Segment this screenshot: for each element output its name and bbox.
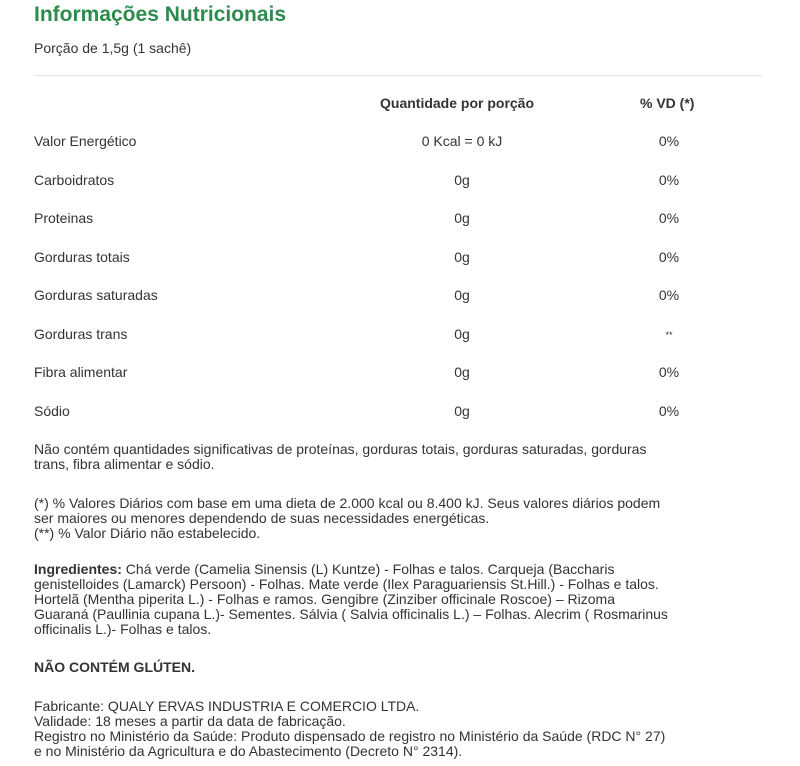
vd-note: (*) % Valores Diários com base em uma dieta de 2.000 kcal ou 8.400 kJ. Seus valores diários podem ser maiores ou menores dependendo de suas necessidades energéticas. (**) % Valor Diário não estabelecido. xyxy=(34,496,764,541)
divider xyxy=(34,75,762,76)
row-quantity: 0g xyxy=(454,249,470,265)
gluten-notice: NÃO CONTÉM GLÚTEN. xyxy=(34,659,195,675)
row-label: Valor Energético xyxy=(34,133,137,149)
portion-size: Porção de 1,5g (1 sachê) xyxy=(34,40,192,56)
row-label: Fibra alimentar xyxy=(34,364,128,380)
row-label: Gorduras trans xyxy=(34,326,128,342)
table-row-sodium xyxy=(0,403,800,423)
no-significant-note: Não contém quantidades significativas de proteínas, gorduras totais, gorduras saturadas, gorduras trans, fibra alimentar e sódio. xyxy=(34,441,647,472)
ingredients: Ingredientes: Chá verde (Camelia Sinensis (L) Kuntze) - Folhas e talos. Carqueja (Baccharis genistelloides (Lamarck) Persoon) - Folhas. Mate verde (Ilex Paraguariensis St.Hill.) - Folhas e talos. Hortelã (Mentha piperita L.) - Folhas e ramos. Gengibre (Zinziber officinale Roscoe) – Rizoma Guaraná (Paullinia cupana L.)- Sementes. Sálvia ( Salvia officinalis L.) – Folhas. Alecrim ( Rosmarinus officinalis L.)- Folhas e talos. xyxy=(34,561,668,637)
row-quantity: 0g xyxy=(454,364,470,380)
header-vd: % VD (*) xyxy=(640,95,695,111)
row-vd: ** xyxy=(665,330,673,340)
row-vd: 0% xyxy=(658,364,680,380)
page-title: Informações Nutricionais xyxy=(34,3,287,26)
table-row-energy xyxy=(0,133,800,153)
row-quantity: 0g xyxy=(454,210,470,226)
row-vd: 0% xyxy=(658,249,680,265)
header-quantity: Quantidade por porção xyxy=(380,95,535,111)
row-vd: 0% xyxy=(658,403,680,419)
row-quantity: 0g xyxy=(454,287,470,303)
table-row-carbs xyxy=(0,172,800,192)
row-vd: 0% xyxy=(658,210,680,226)
ingredients-label: Ingredientes: xyxy=(34,561,122,577)
manufacturer-info: Fabricante: QUALY ERVAS INDUSTRIA E COMERCIO LTDA. Validade: 18 meses a partir da data de fabricação. Registro no Ministério da Saúde: Produto dispensado de registro no Ministério da Saúde (RDC N° 27) e no Ministério da Agricultura e do Abastecimento (Decreto N° 2314). xyxy=(34,698,666,759)
vd-not-established: (**) % Valor Diário não estabelecido. xyxy=(34,525,261,541)
row-quantity: 0g xyxy=(454,326,470,342)
row-label: Gorduras totais xyxy=(34,249,130,265)
table-row-trans-fat xyxy=(0,326,800,346)
row-label: Gorduras saturadas xyxy=(34,287,158,303)
row-vd: 0% xyxy=(658,287,680,303)
row-vd: 0% xyxy=(658,133,680,149)
row-quantity: 0g xyxy=(454,172,470,188)
table-row-proteins xyxy=(0,210,800,230)
table-row-total-fat xyxy=(0,249,800,269)
row-label: Carboidratos xyxy=(34,172,115,188)
row-quantity: 0g xyxy=(454,403,470,419)
table-row-saturated-fat xyxy=(0,287,800,307)
row-vd: 0% xyxy=(658,172,680,188)
row-quantity: 0 Kcal = 0 kJ xyxy=(421,133,503,149)
table-row-fiber xyxy=(0,364,800,384)
row-label: Proteinas xyxy=(34,210,94,226)
row-label: Sódio xyxy=(34,403,70,419)
